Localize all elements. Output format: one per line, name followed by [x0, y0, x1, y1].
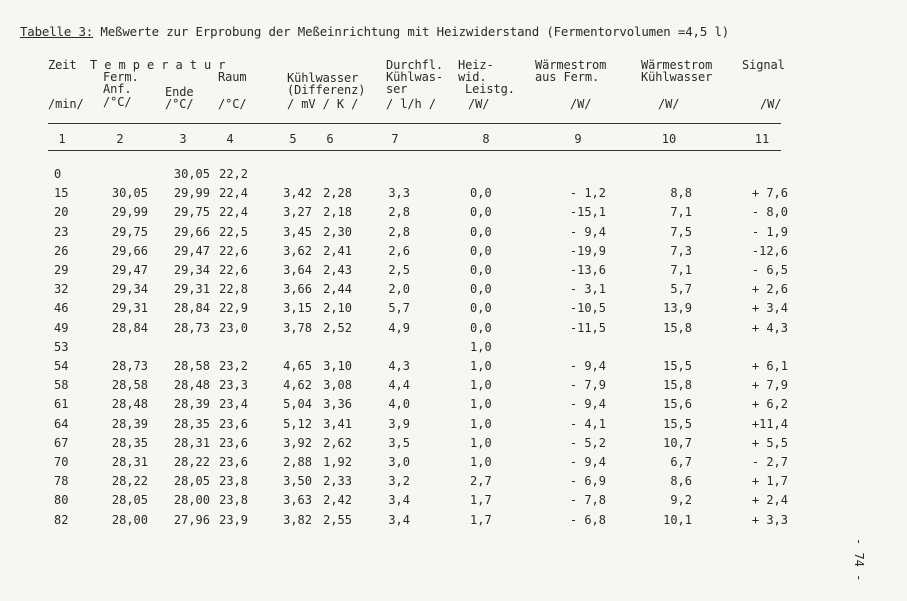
table-cell: 5,04 [283, 397, 312, 411]
header-temperatur: T e m p e r a t u r [90, 58, 226, 72]
table-cell: 28,58 [111, 378, 148, 392]
table-cell: 23,6 [219, 436, 248, 450]
table-cell: 3,4 [388, 493, 410, 507]
table-cell: 46 [54, 301, 69, 315]
table-cell: -13,6 [569, 263, 606, 277]
table-cell: 29,75 [111, 225, 148, 239]
table-cell: 26 [54, 244, 69, 258]
table-cell: 78 [54, 474, 69, 488]
table-cell: - 2,7 [751, 455, 788, 469]
table-cell: 28,39 [111, 417, 148, 431]
table-cell: - 9,4 [569, 455, 606, 469]
column-number: 10 [661, 132, 677, 146]
table-cell: 0,0 [470, 301, 492, 315]
table-cell: 4,62 [283, 378, 312, 392]
table-cell: 2,8 [388, 225, 410, 239]
column-number: 2 [116, 132, 124, 146]
header-waermestrom-ferm-1: Wärmestrom [535, 58, 607, 72]
table-cell: 23,0 [219, 321, 248, 335]
table-cell: 67 [54, 436, 69, 450]
unit-w-signal: /W/ [760, 97, 782, 111]
table-cell: 29,34 [173, 263, 210, 277]
table-cell: 7,1 [670, 205, 692, 219]
header-waermestrom-kw-2: Kühlwasser [641, 70, 713, 84]
table-cell: 22,4 [219, 205, 248, 219]
table-cell: 23,3 [219, 378, 248, 392]
table-cell: 28,22 [111, 474, 148, 488]
table-cell: 28,35 [173, 417, 210, 431]
table-cell: -10,5 [569, 301, 606, 315]
table-cell: + 7,9 [751, 378, 788, 392]
table-cell: 28,48 [111, 397, 148, 411]
table-cell: 3,0 [388, 455, 410, 469]
table-cell: 7,5 [670, 225, 692, 239]
table-cell: 0,0 [470, 186, 492, 200]
column-number: 5 [289, 132, 297, 146]
table-cell: 28,84 [173, 301, 210, 315]
column-number: 6 [326, 132, 334, 146]
table-cell: 3,62 [283, 244, 312, 258]
table-cell: 1,0 [470, 455, 492, 469]
header-raum: Raum [218, 70, 247, 84]
table-cell: + 1,7 [751, 474, 788, 488]
table-cell: 7,1 [670, 263, 692, 277]
table-cell: 53 [54, 340, 69, 354]
table-cell: 3,64 [283, 263, 312, 277]
table-cell: 0,0 [470, 244, 492, 258]
table-cell: 28,84 [111, 321, 148, 335]
table-cell: 28,22 [173, 455, 210, 469]
table-cell: 4,3 [388, 359, 410, 373]
table-cell: 15,6 [663, 397, 692, 411]
table-cell: 23,2 [219, 359, 248, 373]
table-cell: 54 [54, 359, 69, 373]
table-cell: -11,5 [569, 321, 606, 335]
table-cell: 3,63 [283, 493, 312, 507]
table-cell: 3,50 [283, 474, 312, 488]
table-cell: 3,82 [283, 513, 312, 527]
unit-min: /min/ [48, 97, 84, 111]
table-cell: 8,8 [670, 186, 692, 200]
table-cell: 22,8 [219, 282, 248, 296]
table-cell: 3,66 [283, 282, 312, 296]
table-cell: - 1,2 [569, 186, 606, 200]
table-cell: 82 [54, 513, 69, 527]
table-cell: 10,1 [663, 513, 692, 527]
table-cell: 3,08 [323, 378, 352, 392]
unit-w-heiz: /W/ [468, 97, 490, 111]
table-cell: 15,5 [663, 417, 692, 431]
table-cell: 0,0 [470, 205, 492, 219]
column-number: 1 [58, 132, 66, 146]
table-cell: 22,5 [219, 225, 248, 239]
table-cell: - 5,2 [569, 436, 606, 450]
table-cell: - 8,0 [751, 205, 788, 219]
table-cell: 29,66 [111, 244, 148, 258]
table-caption-label: Tabelle 3: [20, 24, 94, 39]
table-cell: 2,6 [388, 244, 410, 258]
table-cell: 28,00 [173, 493, 210, 507]
table-cell: 13,9 [663, 301, 692, 315]
table-cell: 23,9 [219, 513, 248, 527]
table-cell: 2,7 [470, 474, 492, 488]
table-cell: 28,35 [111, 436, 148, 450]
table-cell: 0,0 [470, 321, 492, 335]
column-number: 4 [226, 132, 234, 146]
header-durchfl-2: Kühlwas- [386, 70, 443, 84]
table-cell: 2,52 [323, 321, 352, 335]
table-cell: 49 [54, 321, 69, 335]
table-cell: 2,33 [323, 474, 352, 488]
table-cell: 0,0 [470, 225, 492, 239]
table-cell: 22,2 [219, 167, 248, 181]
table-cell: - 3,1 [569, 282, 606, 296]
table-cell: 3,9 [388, 417, 410, 431]
table-cell: 1,0 [470, 436, 492, 450]
unit-w-kw: /W/ [658, 97, 680, 111]
table-cell: 1,0 [470, 340, 492, 354]
table-cell: 7,3 [670, 244, 692, 258]
header-kuehlwasser: Kühlwasser [287, 71, 359, 85]
table-cell: - 6,5 [751, 263, 788, 277]
column-number: 11 [754, 132, 770, 146]
table-cell: 2,10 [323, 301, 352, 315]
header-ende: Ende [165, 85, 194, 99]
table-cell: 3,78 [283, 321, 312, 335]
unit-l-h: / l/h / [386, 97, 436, 111]
table-cell: 28,31 [111, 455, 148, 469]
table-cell: 1,92 [323, 455, 352, 469]
table-cell: 4,9 [388, 321, 410, 335]
table-cell: 28,05 [173, 474, 210, 488]
table-cell: 3,5 [388, 436, 410, 450]
table-cell: 1,0 [470, 378, 492, 392]
table-cell: 2,55 [323, 513, 352, 527]
table-cell: 4,0 [388, 397, 410, 411]
table-cell: - 1,9 [751, 225, 788, 239]
table-cell: 2,30 [323, 225, 352, 239]
table-cell: -15,1 [569, 205, 606, 219]
table-cell: - 7,9 [569, 378, 606, 392]
table-caption-text: Meßwerte zur Erprobung der Meßeinrichtung mit Heizwiderstand (Fermentorvolumen =4,5 l) [93, 24, 730, 39]
table-cell: + 7,6 [751, 186, 788, 200]
table-cell: 23,4 [219, 397, 248, 411]
table-cell: 32 [54, 282, 69, 296]
table-cell: - 9,4 [569, 225, 606, 239]
table-cell: 5,7 [388, 301, 410, 315]
table-cell: 4,4 [388, 378, 410, 392]
table-cell: 2,43 [323, 263, 352, 277]
table-cell: 30,05 [111, 186, 148, 200]
table-cell: 28,73 [173, 321, 210, 335]
table-cell: 2,0 [388, 282, 410, 296]
table-cell: 0 [54, 167, 62, 181]
table-cell: - 9,4 [569, 359, 606, 373]
table-cell: 29,47 [111, 263, 148, 277]
unit-w-ferm: /W/ [570, 97, 592, 111]
table-cell: 2,41 [323, 244, 352, 258]
table-cell: 10,7 [663, 436, 692, 450]
table-cell: 3,42 [283, 186, 312, 200]
header-waermestrom-ferm-2: aus Ferm. [535, 70, 600, 84]
table-cell: 8,6 [670, 474, 692, 488]
header-rule-top [48, 123, 781, 124]
table-cell: 28,73 [111, 359, 148, 373]
table-cell: 2,62 [323, 436, 352, 450]
table-cell: 1,0 [470, 359, 492, 373]
table-cell: 1,7 [470, 493, 492, 507]
table-cell: -19,9 [569, 244, 606, 258]
table-cell: 9,2 [670, 493, 692, 507]
table-cell: 2,44 [323, 282, 352, 296]
table-cell: 22,6 [219, 263, 248, 277]
header-rule-bottom [48, 150, 781, 151]
table-cell: - 6,9 [569, 474, 606, 488]
table-caption [20, 24, 900, 39]
header-zeit: Zeit [48, 58, 77, 72]
table-cell: 23 [54, 225, 69, 239]
unit-c-ende: /°C/ [165, 97, 194, 111]
table-cell: + 6,1 [751, 359, 788, 373]
table-cell: 15,5 [663, 359, 692, 373]
unit-mv-k: / mV / K / [287, 97, 359, 111]
header-signal: Signal [742, 58, 785, 72]
table-cell: + 3,3 [751, 513, 788, 527]
table-cell: 6,7 [670, 455, 692, 469]
page-number: - 74 - [852, 538, 866, 582]
table-cell: 3,10 [323, 359, 352, 373]
table-cell: 15,8 [663, 321, 692, 335]
table-cell: 23,6 [219, 455, 248, 469]
header-durchfl-1: Durchfl. [386, 58, 443, 72]
table-cell: 15,8 [663, 378, 692, 392]
table-cell: - 6,8 [569, 513, 606, 527]
table-cell: 0,0 [470, 263, 492, 277]
table-cell: 15 [54, 186, 69, 200]
table-cell: 29,66 [173, 225, 210, 239]
table-cell: 29,31 [111, 301, 148, 315]
unit-c-anf: /°C/ [103, 95, 132, 109]
table-cell: 23,8 [219, 493, 248, 507]
table-cell: 2,88 [283, 455, 312, 469]
column-number: 9 [574, 132, 582, 146]
table-cell: + 5,5 [751, 436, 788, 450]
table-cell: 3,92 [283, 436, 312, 450]
table-cell: + 2,6 [751, 282, 788, 296]
table-cell: 2,28 [323, 186, 352, 200]
header-differenz: (Differenz) [287, 83, 366, 97]
table-cell: 29,75 [173, 205, 210, 219]
table-cell: 28,58 [173, 359, 210, 373]
table-cell: + 2,4 [751, 493, 788, 507]
table-cell: 3,36 [323, 397, 352, 411]
table-cell: 3,45 [283, 225, 312, 239]
table-cell: - 7,8 [569, 493, 606, 507]
table-cell: 3,3 [388, 186, 410, 200]
table-cell: 3,41 [323, 417, 352, 431]
table-cell: 29,99 [111, 205, 148, 219]
table-cell: 3,15 [283, 301, 312, 315]
table-cell: 1,0 [470, 417, 492, 431]
table-cell: 1,0 [470, 397, 492, 411]
table-cell: 2,42 [323, 493, 352, 507]
table-cell: 29,34 [111, 282, 148, 296]
column-number: 7 [391, 132, 399, 146]
table-cell: 23,6 [219, 417, 248, 431]
table-cell: 28,00 [111, 513, 148, 527]
table-cell: + 6,2 [751, 397, 788, 411]
table-cell: 28,48 [173, 378, 210, 392]
table-cell: + 3,4 [751, 301, 788, 315]
table-cell: 61 [54, 397, 69, 411]
table-cell: 28,31 [173, 436, 210, 450]
table-cell: + 4,3 [751, 321, 788, 335]
table-cell: 5,7 [670, 282, 692, 296]
table-cell: 29,99 [173, 186, 210, 200]
table-cell: 3,4 [388, 513, 410, 527]
header-waermestrom-kw-1: Wärmestrom [641, 58, 713, 72]
table-cell: 22,6 [219, 244, 248, 258]
header-heiz-1: Heiz- [458, 58, 494, 72]
table-cell: 2,5 [388, 263, 410, 277]
table-cell: 22,4 [219, 186, 248, 200]
table-cell: 29,47 [173, 244, 210, 258]
table-cell: +11,4 [751, 417, 788, 431]
header-ferm: Ferm. [103, 70, 139, 84]
header-heiz-3: Leistg. [465, 82, 515, 96]
column-number: 3 [179, 132, 187, 146]
table-cell: 2,8 [388, 205, 410, 219]
table-cell: 30,05 [173, 167, 210, 181]
table-cell: 29,31 [173, 282, 210, 296]
table-cell: - 9,4 [569, 397, 606, 411]
table-cell: -12,6 [751, 244, 788, 258]
table-cell: 28,39 [173, 397, 210, 411]
table-cell: 58 [54, 378, 69, 392]
header-durchfl-3: ser [386, 82, 408, 96]
unit-c-raum: /°C/ [218, 97, 247, 111]
table-cell: 4,65 [283, 359, 312, 373]
table-cell: 28,05 [111, 493, 148, 507]
table-cell: - 4,1 [569, 417, 606, 431]
table-cell: 20 [54, 205, 69, 219]
header-heiz-2: wid. [458, 70, 487, 84]
table-cell: 22,9 [219, 301, 248, 315]
table-cell: 64 [54, 417, 69, 431]
table-cell: 29 [54, 263, 69, 277]
header-anf: Anf. [103, 82, 132, 96]
table-cell: 70 [54, 455, 69, 469]
table-cell: 23,8 [219, 474, 248, 488]
table-cell: 27,96 [173, 513, 210, 527]
table-cell: 0,0 [470, 282, 492, 296]
table-cell: 80 [54, 493, 69, 507]
table-cell: 3,2 [388, 474, 410, 488]
table-cell: 1,7 [470, 513, 492, 527]
column-number: 8 [482, 132, 490, 146]
table-cell: 5,12 [283, 417, 312, 431]
table-cell: 2,18 [323, 205, 352, 219]
table-cell: 3,27 [283, 205, 312, 219]
